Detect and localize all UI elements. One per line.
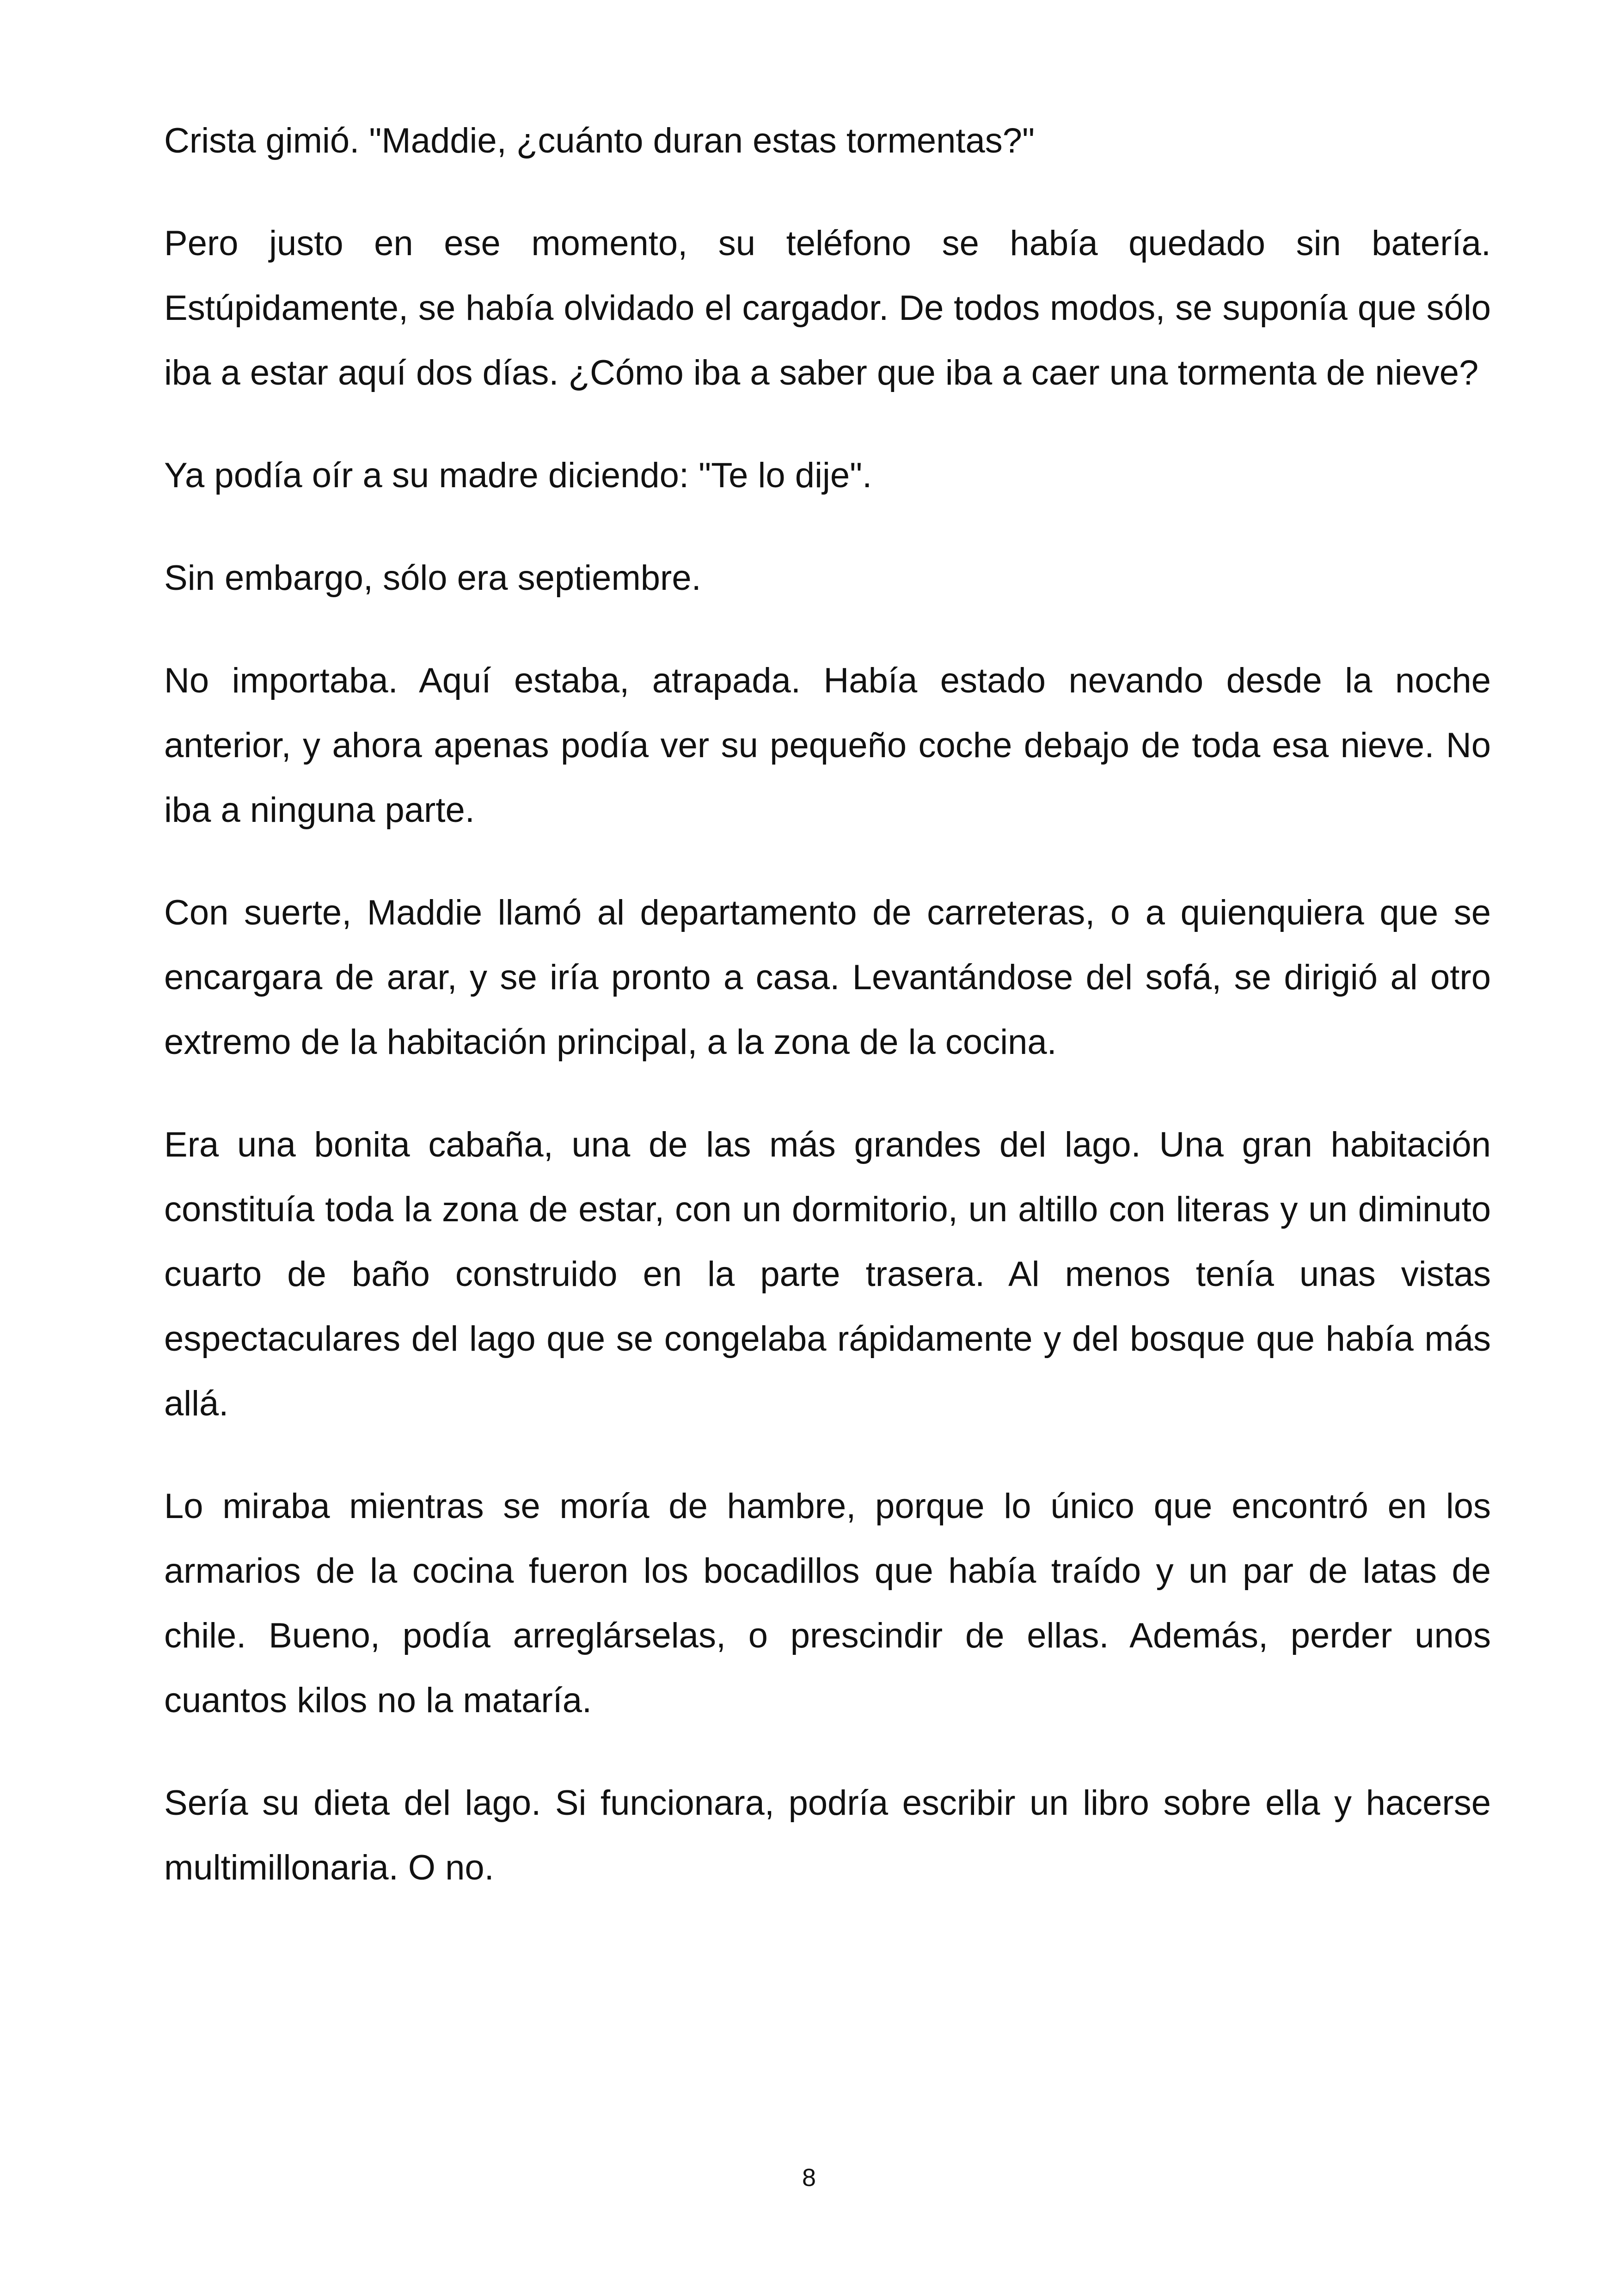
paragraph-6: Con suerte, Maddie llamó al departamento de carreteras, o a quienquiera que se encargara de arar, y se iría pronto a casa. Levantándose del sofá, se dirigió al otro extremo de la habitación principal, a la zona de la cocina. xyxy=(164,893,1491,1062)
paragraph-2: Pero justo en ese momento, su teléfono se había quedado sin batería. Estúpidamente, se había olvidado el cargador. De todos modos, se suponía que sólo iba a estar aquí dos días. ¿Cómo iba a saber que iba a caer una tormenta de nieve? xyxy=(164,224,1491,392)
paragraph-7: Era una bonita cabaña, una de las más grandes del lago. Una gran habitación constituía toda la zona de estar, con un dormitorio, un altillo con literas y un diminuto cuarto de baño construido en la parte trasera. Al menos tenía unas vistas espectaculares del lago que se congelaba rápidamente y del bosque que había más allá. xyxy=(164,1125,1491,1423)
paragraph-4: Sin embargo, sólo era septiembre. xyxy=(164,558,701,598)
paragraph-1: Crista gimió. "Maddie, ¿cuánto duran estas tormentas?" xyxy=(164,121,1035,160)
paragraph-3: Ya podía oír a su madre diciendo: "Te lo dije". xyxy=(164,456,872,495)
page-body xyxy=(164,109,1491,1938)
paragraph-8: Lo miraba mientras se moría de hambre, porque lo único que encontró en los armarios de la cocina fueron los bocadillos que había traído y un par de latas de chile. Bueno, podía arreglárselas, o prescindir de ellas. Además, perder unos cuantos kilos no la mataría. xyxy=(164,1487,1491,1720)
paragraph-9: Sería su dieta del lago. Si funcionara, podría escribir un libro sobre ella y hacerse multimillonaria. O no. xyxy=(164,1783,1491,1887)
paragraph-5: No importaba. Aquí estaba, atrapada. Había estado nevando desde la noche anterior, y ahora apenas podía ver su pequeño coche debajo de toda esa nieve. No iba a ninguna parte. xyxy=(164,661,1491,830)
page-number: 8 xyxy=(802,2164,816,2192)
